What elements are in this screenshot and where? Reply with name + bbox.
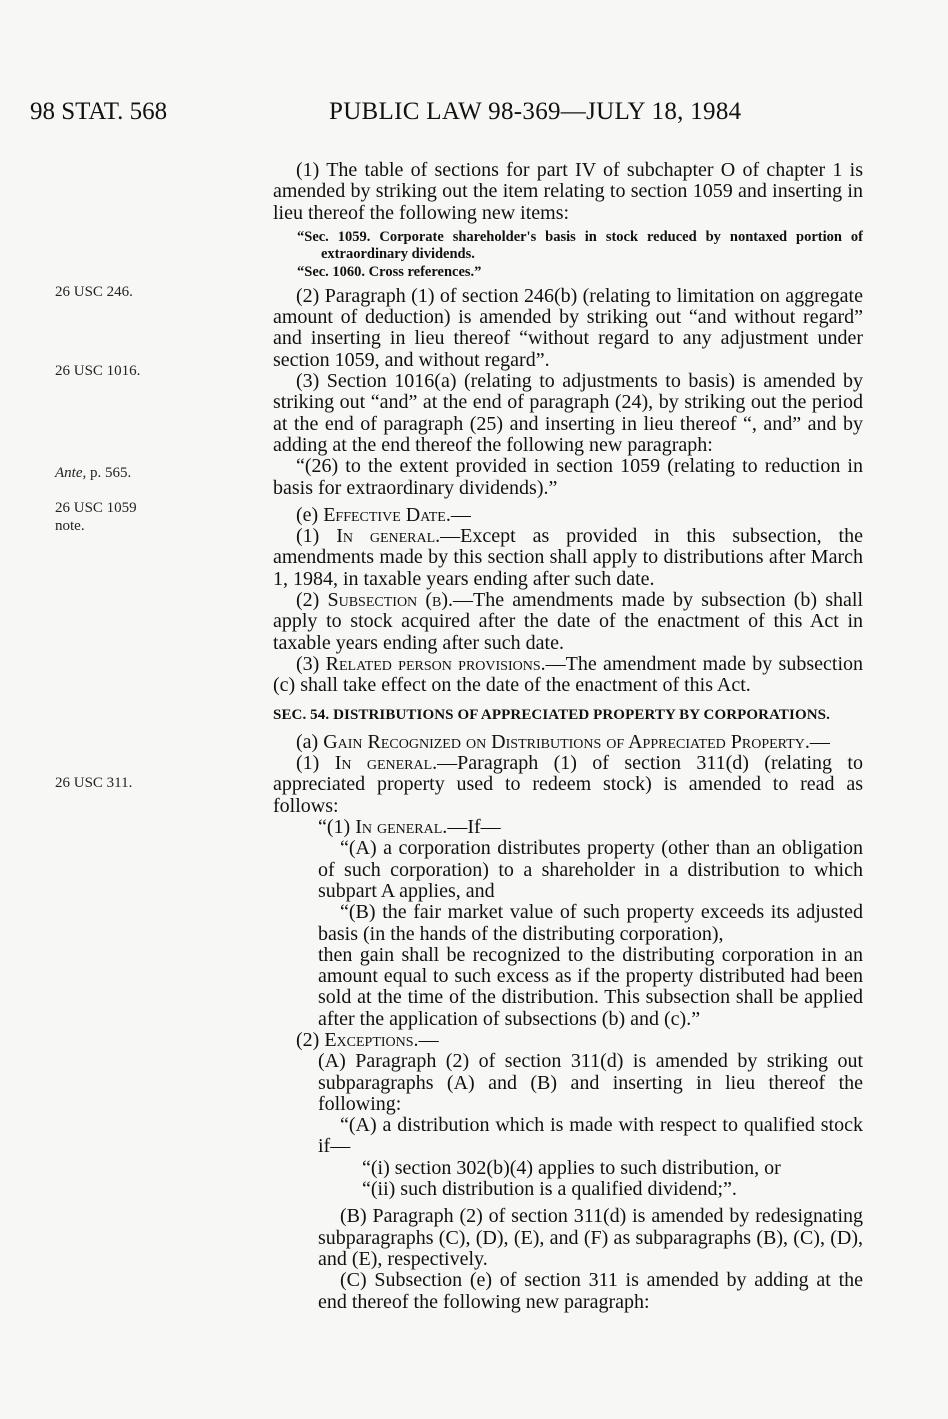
subsection-e2 <box>273 590 863 654</box>
q1-label: “(1) <box>318 816 356 839</box>
margin-note-ante <box>55 464 195 482</box>
paragraph-26-insert: “(26) to the extent provided in section 1059 (relating to reduction in basis for extraordinary dividends).” <box>273 455 863 499</box>
margin-note-26usc1059 <box>55 499 195 535</box>
a1-heading: In general. <box>334 752 438 775</box>
e3-heading: Related person provisions. <box>325 652 546 675</box>
stat-page-number: 98 STAT. 568 <box>30 98 168 125</box>
subsection-e-label: (e) <box>296 503 324 526</box>
margin-note-ante-page: p. 565. <box>86 465 132 481</box>
e1-text: —Except as provided in this subsection, the amendments made by this section shall apply to distributions after March 1, 1984, in taxable years ending after such date. <box>273 525 863 590</box>
quoted-continuation: then gain shall be recognized to the distributing corporation in an amount equal to such excess as if the property distributed had been sold at the time of the distribution. This subsection shall be applied after the application of subsections (b) and (c).” <box>318 943 863 1030</box>
a1-label: (1) <box>296 752 335 775</box>
a2-subparagraph-C: (C) Subsection (e) of section 311 is amended by adding at the end thereof the following new paragraph: <box>318 1269 863 1313</box>
e1-heading: In general. <box>336 525 441 548</box>
subsection-e-heading <box>273 505 863 526</box>
margin-note-26usc311: 26 USC 311. <box>55 775 133 791</box>
margin-note-ante-italic: Ante, <box>55 465 87 481</box>
margin-note-26usc1059-line1: 26 USC 1059 <box>55 500 137 516</box>
subsection-a-heading <box>273 732 863 753</box>
e3-text: —The amendment made by subsection (c) shall take effect on the date of the enactment of this Act. <box>273 652 863 697</box>
margin-note-26usc246: 26 USC 246. <box>55 284 133 300</box>
toc-sec-1060: “Sec. 1060. Cross references.” <box>297 263 482 280</box>
e2-label: (2) <box>296 589 328 612</box>
paragraph-3: (3) Section 1016(a) (relating to adjustments to basis) is amended by striking out “and” at the end of paragraph (24), by striking out the period at the end of paragraph (25) and inserting in lieu thereof “, and” and by adding at the end thereof the following new paragraph: <box>273 370 863 456</box>
subsection-e-title: Effective Date.— <box>323 503 471 526</box>
e1-label: (1) <box>296 525 337 548</box>
section-54-heading: SEC. 54. DISTRIBUTIONS OF APPRECIATED PROPERTY BY CORPORATIONS. <box>273 706 830 723</box>
public-law-title: PUBLIC LAW 98-369—JULY 18, 1984 <box>329 98 742 125</box>
subsection-a-label: (a) <box>296 730 324 753</box>
subsection-a-title: Gain Recognized on Distributions of Appreciated Property.— <box>323 730 830 753</box>
a2-label: (2) <box>296 1028 325 1051</box>
a1-text: —Paragraph (1) of section 311(d) (relating to appreciated property used to redeem stock) is amended to read as follows: <box>273 752 863 817</box>
q1-heading: In general. <box>355 816 448 839</box>
statute-text <box>273 160 863 1313</box>
subsection-e3 <box>273 654 863 697</box>
a2-quoted-ii: “(ii) such distribution is a qualified dividend;”. <box>362 1178 737 1201</box>
quoted-paragraph-1 <box>273 817 863 838</box>
toc-sec-1059: “Sec. 1059. Corporate shareholder's basis in stock reduced by nontaxed portion of extraordinary dividends. <box>297 228 863 262</box>
a2-heading: Exceptions. <box>324 1028 419 1051</box>
paragraph-2: (2) Paragraph (1) of section 246(b) (relating to limitation on aggregate amount of deduction) is amended by striking out “and without regard” and inserting in lieu thereof “without regard to any adjustment under section 1059, and without regard”. <box>273 284 863 371</box>
subsection-e1 <box>273 526 863 590</box>
a2-quoted-A: “(A) a distribution which is made with respect to qualified stock if— <box>318 1114 863 1158</box>
a2-text: — <box>418 1028 439 1051</box>
margin-note-26usc1016: 26 USC 1016. <box>55 363 141 379</box>
quoted-subparagraph-A: “(A) a corporation distributes property (other than an obligation of such corporation) to a shareholder in a distribution to which subpart A applies, and <box>318 837 863 902</box>
quoted-subparagraph-B: “(B) the fair market value of such property exceeds its adjusted basis (in the hands of the distributing corporation), <box>318 901 863 945</box>
a2-quoted-i: “(i) section 302(b)(4) applies to such distribution, or <box>362 1156 781 1179</box>
e2-heading: Subsection (b). <box>327 589 453 612</box>
subsection-a2 <box>273 1030 863 1051</box>
e2-text: —The amendments made by subsection (b) shall apply to stock acquired after the date of the enactment of this Act in taxable years ending after such date. <box>273 589 863 654</box>
margin-note-26usc1059-line2: note. <box>55 518 85 534</box>
e3-label: (3) <box>296 652 326 675</box>
subsection-a1 <box>273 753 863 817</box>
a2-subparagraph-A: (A) Paragraph (2) of section 311(d) is amended by striking out subparagraphs (A) and (B) and inserting in lieu thereof the following: <box>318 1050 863 1115</box>
paragraph-1: (1) The table of sections for part IV of subchapter O of chapter 1 is amended by striking out the item relating to section 1059 and inserting in lieu thereof the following new items: <box>273 159 863 224</box>
a2-subparagraph-B: (B) Paragraph (2) of section 311(d) is amended by redesignating subparagraphs (C), (D), (E), and (F) as subparagraphs (B), (C), (D), and (E), respectively. <box>318 1205 863 1270</box>
q1-text: —If— <box>447 816 501 839</box>
